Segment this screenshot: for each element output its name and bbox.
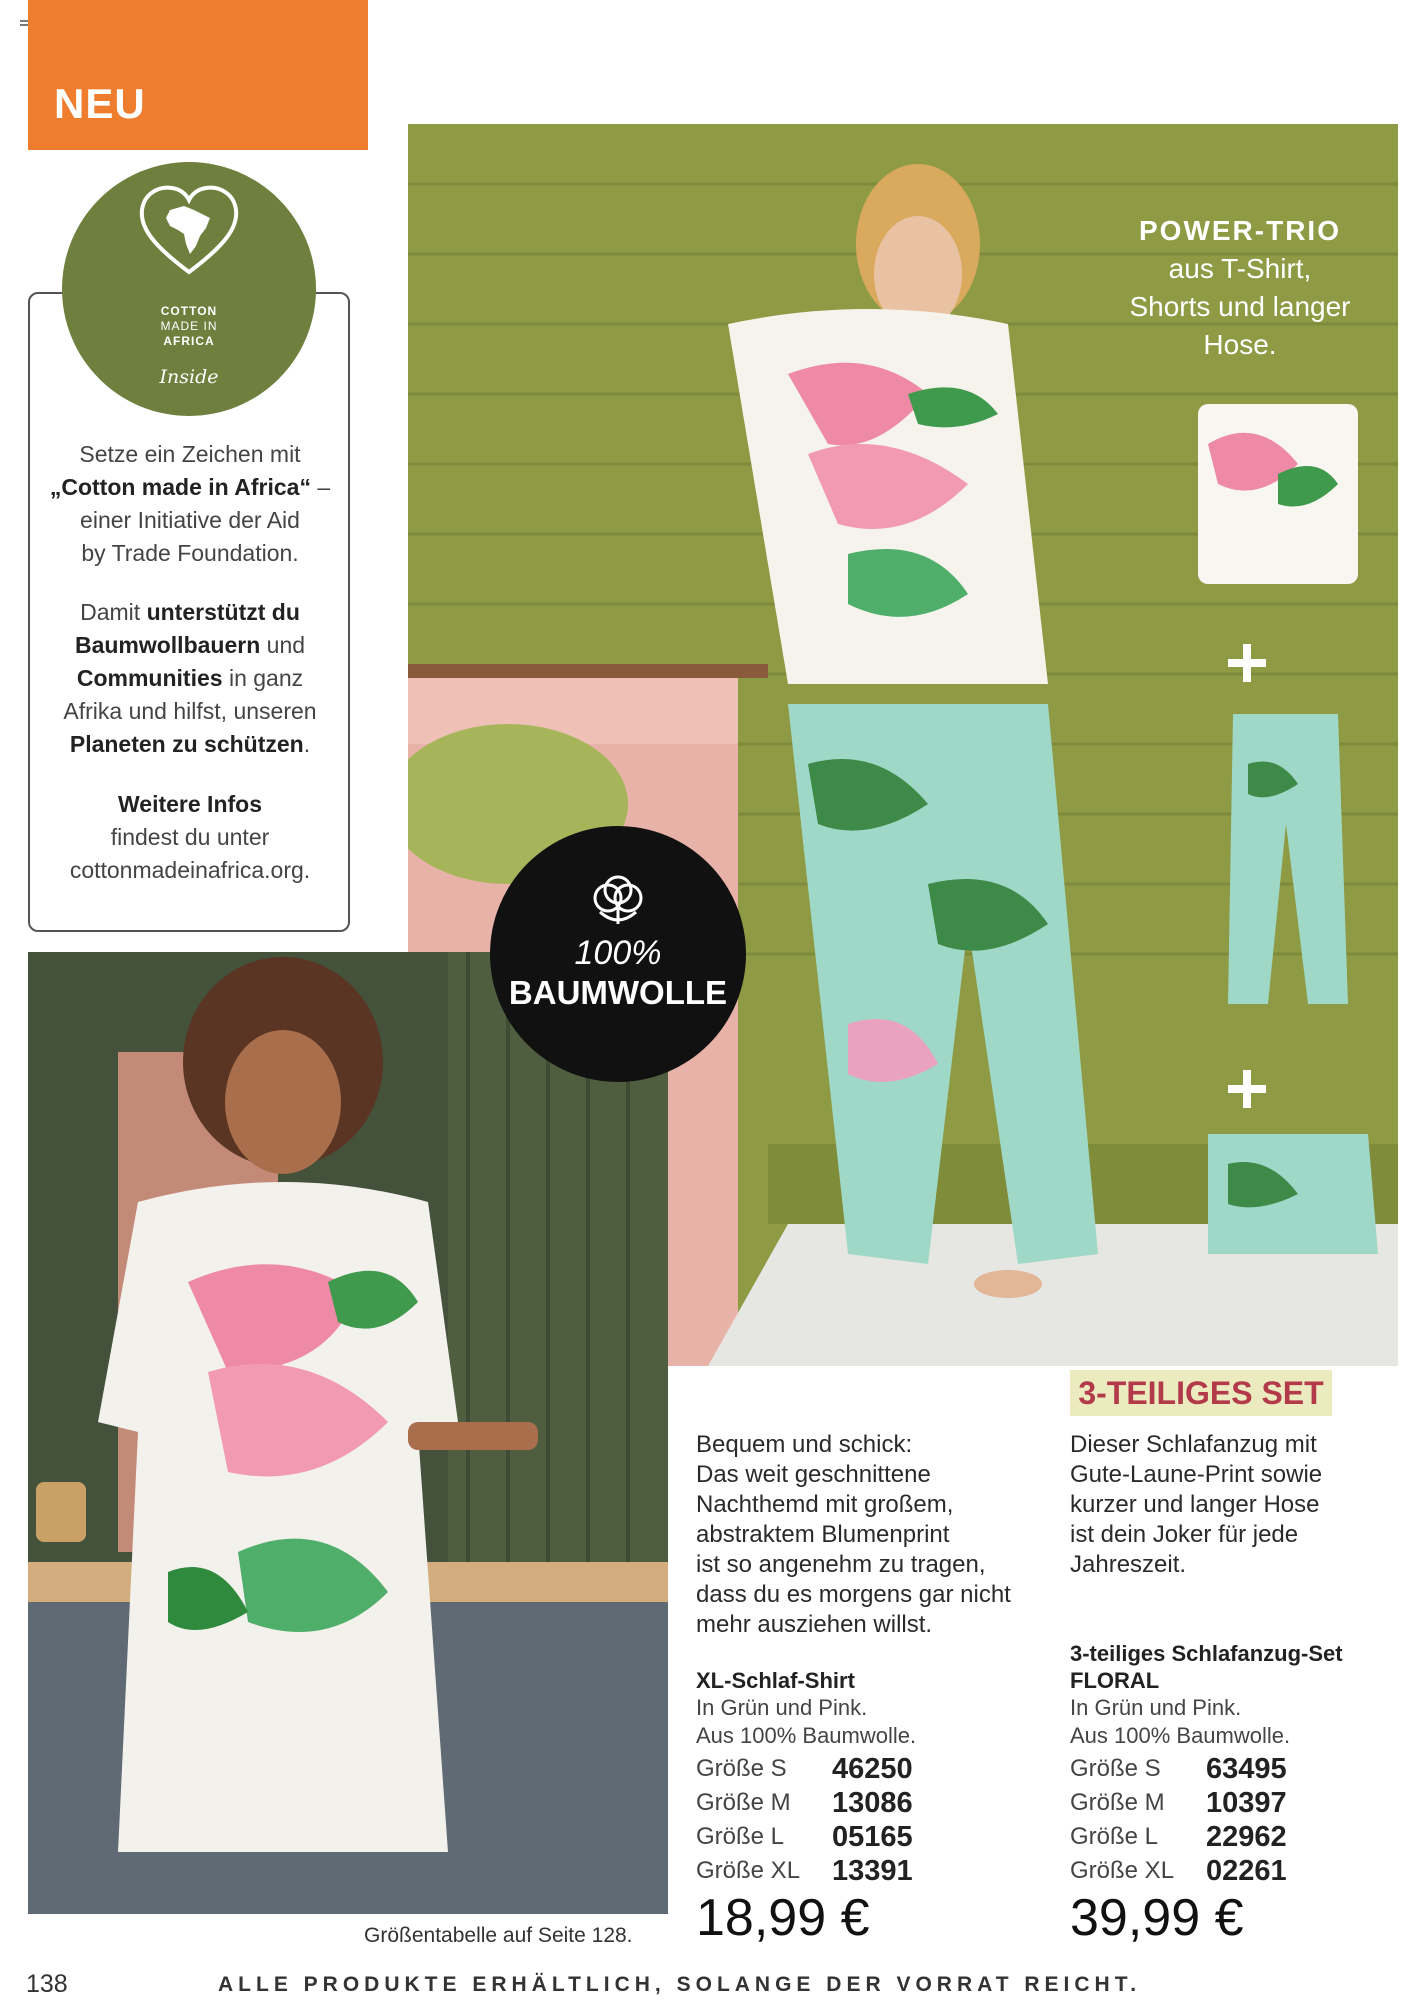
info-text: findest du unter bbox=[110, 824, 270, 850]
nightshirt-details bbox=[696, 1694, 916, 1750]
size-row bbox=[1070, 1820, 1287, 1854]
size-row bbox=[1070, 1854, 1287, 1888]
three-piece-set-label: 3-TEILIGES SET bbox=[1070, 1370, 1332, 1416]
page-number: 138 bbox=[26, 1970, 68, 1998]
power-trio-line: Hose. bbox=[1203, 329, 1277, 360]
plus-icon bbox=[1222, 1064, 1272, 1114]
info-text: Afrika und hilfst, unseren bbox=[63, 698, 317, 724]
size-row bbox=[1070, 1786, 1287, 1820]
article-number: 22962 bbox=[1206, 1820, 1287, 1853]
power-trio-title-text: POWER-TRIO bbox=[1139, 215, 1341, 246]
size-row bbox=[696, 1752, 913, 1786]
pajama-set-price: 39,99 € bbox=[1070, 1889, 1244, 1947]
size-label: Größe L bbox=[696, 1823, 785, 1850]
plus-icon bbox=[1222, 638, 1272, 688]
logo-line3: AFRICA bbox=[163, 334, 215, 348]
description-line: Gute-Laune-Print sowie bbox=[1070, 1461, 1323, 1488]
info-text: in ganz bbox=[222, 665, 304, 691]
info-text: – bbox=[310, 474, 331, 500]
cotton-flower-icon bbox=[588, 874, 648, 930]
logo-line2: MADE IN bbox=[160, 319, 218, 333]
article-number: 13391 bbox=[832, 1854, 913, 1887]
info-paragraph-2 bbox=[30, 596, 350, 761]
cotton-word: BAUMWOLLE bbox=[508, 974, 728, 1011]
size-row bbox=[696, 1786, 913, 1820]
info-text bbox=[30, 596, 350, 629]
info-text bbox=[30, 471, 350, 504]
description-line: kurzer und langer Hose bbox=[1070, 1491, 1320, 1518]
power-trio-title bbox=[1110, 212, 1370, 250]
size-label: Größe L bbox=[1070, 1823, 1159, 1850]
info-text bbox=[30, 788, 350, 821]
description-line: ist so angenehm zu tragen, bbox=[696, 1551, 986, 1578]
article-number: 05165 bbox=[832, 1820, 913, 1853]
logo-signature: Inside bbox=[159, 366, 219, 388]
info-highlight: Planeten zu schützen bbox=[69, 731, 304, 757]
info-highlight: Weitere Infos bbox=[118, 791, 262, 817]
size-label: Größe M bbox=[1070, 1789, 1165, 1816]
corner-mark bbox=[20, 20, 28, 26]
info-highlight: Communities bbox=[76, 665, 223, 691]
description-line: abstraktem Blumenprint bbox=[696, 1521, 950, 1548]
info-text: . bbox=[303, 731, 311, 757]
size-row bbox=[696, 1820, 913, 1854]
info-highlight: „Cotton made in Africa“ bbox=[49, 474, 311, 500]
description-line: Nachthemd mit großem, bbox=[696, 1491, 954, 1518]
title-line: FLORAL bbox=[1070, 1668, 1160, 1693]
size-row bbox=[696, 1854, 913, 1888]
info-text: und bbox=[260, 632, 306, 658]
title-line: 3-teiliges Schlafanzug-Set bbox=[1070, 1641, 1343, 1666]
info-highlight: Baumwollbauern bbox=[74, 632, 261, 658]
info-text: by Trade Foundation. bbox=[81, 540, 299, 566]
size-label: Größe XL bbox=[1070, 1857, 1175, 1884]
nightshirt-description bbox=[696, 1430, 1066, 1640]
size-label: Größe S bbox=[696, 1755, 787, 1782]
cotton-made-in-africa-logo bbox=[62, 162, 316, 416]
pajama-set-details bbox=[1070, 1694, 1290, 1750]
info-paragraph-1 bbox=[30, 438, 350, 570]
info-text: Damit bbox=[80, 599, 147, 625]
cotton-percent: 100% bbox=[574, 934, 662, 972]
cotton-badge bbox=[490, 826, 746, 1082]
info-text bbox=[30, 728, 350, 761]
nightshirt-price: 18,99 € bbox=[696, 1889, 870, 1947]
nightshirt-title: XL-Schlaf-Shirt bbox=[696, 1668, 855, 1693]
info-text bbox=[30, 662, 350, 695]
article-number: 46250 bbox=[832, 1752, 913, 1785]
info-text bbox=[30, 629, 350, 662]
nightshirt-photo bbox=[28, 952, 668, 1914]
description-line: Jahreszeit. bbox=[1070, 1551, 1187, 1578]
size-label: Größe S bbox=[1070, 1755, 1161, 1782]
detail-line: In Grün und Pink. bbox=[696, 1695, 868, 1720]
article-number: 02261 bbox=[1206, 1854, 1287, 1887]
article-number: 13086 bbox=[832, 1786, 913, 1819]
description-line: Bequem und schick: bbox=[696, 1431, 913, 1458]
info-text: Setze ein Zeichen mit bbox=[79, 441, 301, 467]
size-row bbox=[1070, 1752, 1287, 1786]
info-link[interactable]: cottonmadeinafrica.org. bbox=[69, 857, 311, 883]
logo-line1: COTTON bbox=[160, 304, 218, 318]
power-trio-line: Shorts und langer bbox=[1129, 291, 1351, 322]
detail-line: Aus 100% Baumwolle. bbox=[696, 1723, 917, 1748]
description-line: Dieser Schlafanzug mit bbox=[1070, 1431, 1317, 1458]
description-line: Das weit geschnittene bbox=[696, 1461, 931, 1488]
power-trio-line: aus T-Shirt, bbox=[1168, 253, 1312, 284]
pajama-set-title bbox=[1070, 1640, 1343, 1694]
nightshirt-photo-illustration bbox=[28, 952, 668, 1914]
size-label: Größe XL bbox=[696, 1857, 801, 1884]
info-highlight: unterstützt du bbox=[146, 599, 300, 625]
logo-text bbox=[62, 304, 316, 349]
description-line: dass du es morgens gar nicht bbox=[696, 1581, 1011, 1608]
new-badge bbox=[28, 0, 368, 150]
new-badge-label: NEU bbox=[54, 80, 146, 127]
power-trio-caption bbox=[1110, 212, 1370, 364]
size-chart-note: Größentabelle auf Seite 128. bbox=[364, 1924, 633, 1947]
pajama-set-sizes bbox=[1070, 1752, 1287, 1888]
article-number: 63495 bbox=[1206, 1752, 1287, 1785]
nightshirt-sizes bbox=[696, 1752, 913, 1888]
footer-disclaimer: ALLE PRODUKTE ERHÄLTLICH, SOLANGE DER VORRAT REICHT. bbox=[218, 1973, 1142, 1996]
size-label: Größe M bbox=[696, 1789, 791, 1816]
article-number: 10397 bbox=[1206, 1786, 1287, 1819]
info-text: einer Initiative der Aid bbox=[80, 507, 300, 533]
description-line: ist dein Joker für jede bbox=[1070, 1521, 1299, 1548]
description-line: mehr ausziehen willst. bbox=[696, 1611, 933, 1638]
africa-heart-icon bbox=[134, 180, 244, 280]
detail-line: In Grün und Pink. bbox=[1070, 1695, 1242, 1720]
detail-line: Aus 100% Baumwolle. bbox=[1070, 1723, 1291, 1748]
info-paragraph-3 bbox=[30, 788, 350, 887]
pajama-set-description bbox=[1070, 1430, 1400, 1580]
